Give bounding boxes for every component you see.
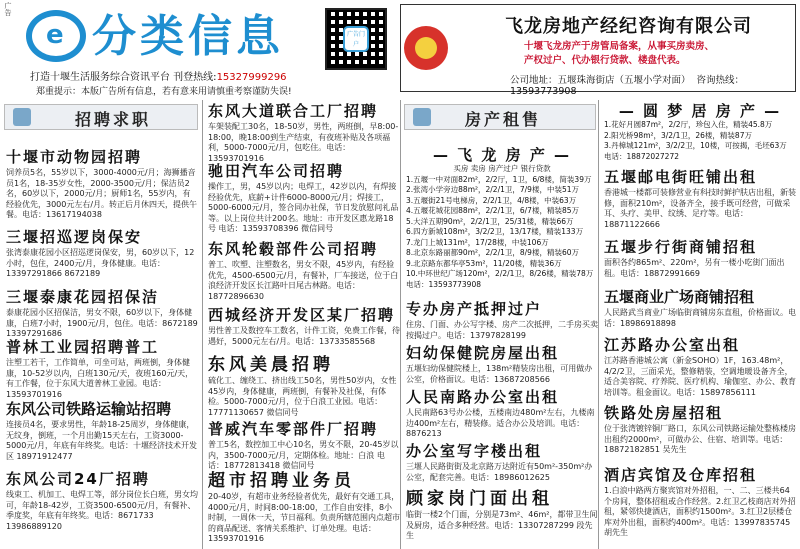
ad-item xyxy=(6,228,198,280)
ad-item xyxy=(604,336,796,398)
company-address: 公司地址：五堰珠海街店（五堰小学对面） xyxy=(510,75,691,86)
ad-title: 五堰步行街商铺招租 xyxy=(604,238,758,256)
ad-title: 驰田汽车公司招聘 xyxy=(208,162,345,180)
ad-item xyxy=(406,344,598,385)
listing: 1.五堰一中对面82m²，2/2厅，1卫，6/8楼，简装39万 xyxy=(406,174,592,184)
ad-item xyxy=(208,240,400,302)
header xyxy=(0,0,800,100)
people-icon xyxy=(13,108,31,126)
ad-body: 香港城一楼都可装修营业有科技时鲜护肤店出租，新装修，面积210m²，设备齐全，接手既可经营，可做采耳、头疗、美甲、纹绣、足疗等。电话：18871122666 xyxy=(604,188,796,229)
company-phone: 咨询热线：13593773908 xyxy=(510,75,745,97)
ad-title: 东风大道联合工厂招聘 xyxy=(208,102,379,120)
section-title: 房产租售 xyxy=(465,110,542,129)
ad-body: 人民南路63号办公楼，五楼南边480m²左右，九楼南边400m²左右，精装修。适合办公及培训。电话：8876213 xyxy=(406,408,595,438)
ad-body: 面积各约865m²、220m²，另有一楼小吃街门面出租。电话：18872991669 xyxy=(604,258,785,278)
ad-title: 办公室写字楼出租 xyxy=(406,442,543,460)
ad-body: 1.白浪中路两方聚宾馆对外招租，一、二、三楼共64个房间，整体招租或合作经营。2.红卫乙枝商店对外招租，紧邻快捷酒店，面积约1500m²。3.红卫2层楼仓库对外出租，面积约400m²。电话：13997835745 胡先生 xyxy=(604,486,796,537)
listing: 2.张湾小学旁边88m²，2/2/1卫，7/9楼，中装51万 xyxy=(406,185,579,194)
ad-title: 五堰邮电街旺铺出租 xyxy=(604,168,758,186)
company-contact xyxy=(510,72,800,97)
ad-title: 普威汽车零部件厂招聘 xyxy=(208,420,379,438)
ad-side-label: 广告 xyxy=(4,2,12,16)
ad-item xyxy=(406,388,598,440)
listing: 10.中环世纪广场120m²，2/2/1卫，8/26楼，精装78万 xyxy=(406,269,594,278)
ad-body: 临街一楼2个门面，分别是73m²、46m²，都带卫生间及厨房，适合多种经营。电话：13307287299 段先生 xyxy=(406,510,598,540)
company-name: 飞龙房地产经纪咨询有限公司 xyxy=(505,16,752,37)
ad-item xyxy=(6,470,198,532)
ad-title: 酒店宾馆及仓库招租 xyxy=(604,466,758,484)
ad-item xyxy=(208,420,400,472)
ad-title: 五堰商业广场商铺招租 xyxy=(604,288,755,306)
listing: 9.北京路东都华亭53m²，11/20楼，精装36万 xyxy=(406,258,562,268)
ad-title: 三堰泰康花园招保洁 xyxy=(6,288,160,306)
ad-item xyxy=(208,306,400,347)
ad-title: — 圆 梦 居 房 产 — xyxy=(618,102,782,120)
ad-item xyxy=(406,146,598,290)
ad-title: 东风轮毂部件公司招聘 xyxy=(208,240,379,258)
ad-title: 顾家岗门面出租 xyxy=(406,489,553,509)
ad-item xyxy=(604,288,796,329)
ad-item xyxy=(604,102,796,162)
listing: 6.四方新城108m²，3/2/2卫，13/17楼，精装133万 xyxy=(406,227,584,236)
ad-item xyxy=(604,238,796,279)
qr-badge: 广告门户 xyxy=(343,26,369,52)
ad-title: 专办房产抵押过户 xyxy=(406,300,543,318)
ad-item xyxy=(208,102,400,164)
ad-body: 人民路武当商业广场临街商铺房东直租，价格面议。电话：18986918898 xyxy=(604,308,796,328)
ad-item xyxy=(6,400,198,462)
ad-title: 东风美晨招聘 xyxy=(208,355,334,375)
ad-item xyxy=(6,338,198,400)
ad-body: 硫化工、缠绕工、挤出线工50名，男性50岁内，女性45岁内，身体健康，两班倒，有餐补及社保，有体检。5000-7000元/月，位于白浪工业园。电话：17771130657 微信同号 xyxy=(208,376,397,417)
ad-item xyxy=(6,288,198,340)
company-logo-inner xyxy=(415,37,437,59)
ad-title: 十堰市动物园招聘 xyxy=(6,148,143,166)
section-banner-recruit xyxy=(4,104,198,130)
ad-title: 西城经济开发区某厂招聘 xyxy=(208,306,396,324)
ad-body: 男性普工及数控车工数名，计件工资，免费工作餐，待遇好，5000元左右/月。电话：13733585568 xyxy=(208,326,400,346)
ad-body: 注塑工若干，工作简单，可坐可站，两班倒，身体健康，10-52岁以内，白班130元/天，夜班160元/天，有工作餐，位于东风大道普林工业园。电话：13593701916 xyxy=(6,358,194,399)
ad-title: 东风公司铁路运输站招聘 xyxy=(6,400,172,418)
ad-item xyxy=(406,300,598,341)
ad-body: 操作工，男，45岁以内；电焊工，42岁以内，有焊接经验优先，底薪+计件6000-8000元/月；焊接工，5000-6000元/月，签合同办社保，节日发放慰问礼品等。以上岗位共计200名。地址：市开发区惠龙路18号 电话：13593708396 微信同号 xyxy=(208,182,399,233)
section-banner-estate xyxy=(404,104,596,130)
ad-body: 张湾泰康花园小区招巡逻岗保安，男，60岁以下，12小时，包住，2400元/月，身体健康。电话：13397291866 8672189 xyxy=(6,248,195,278)
company-desc xyxy=(524,40,714,68)
company-desc-line1: 十堰飞龙房产于房管局备案，从事买房卖房、 xyxy=(524,41,715,52)
ad-title: 普林工业园招聘普工 xyxy=(6,338,160,356)
column-estate-1 xyxy=(400,100,598,549)
ad-body: 五堰妇幼保健院楼上，138m²精装房出租，可用做办公室，价格面议。电话：13687208566 xyxy=(406,364,593,384)
section-title: 招聘求职 xyxy=(75,110,152,129)
notice: 郑重提示：本版广告所有信息，若有意来用请慎重考察谨防失误! xyxy=(36,87,292,97)
listing-phone: 电话：18872027272 xyxy=(604,151,679,161)
column-recruit-2 xyxy=(202,100,400,549)
ad-body: 20-40岁，有超市业务经验者优先，最好有交通工具，4000元/月，时间8:00-18:00，工作自由安排，8小时制，一周休一天，节日福利。负责所辖范围内点超市的商品配送、客情关系维护、订单处理。电话：13593701916 xyxy=(208,492,400,543)
ad-item xyxy=(604,466,796,539)
listing: 3.丹樟城121m²，3/2/2卫，10楼，可按揭，毛坯63万 xyxy=(604,141,787,150)
ad-body: 普工5名，数控加工中心10名，男女不限，20-45岁以内，3500-7000元/月，定期体检。地址：白浪 电话：18772813418 微信同号 xyxy=(208,440,399,470)
ad-body: 饲养员5名，55岁以下，3000-4000元/月；海狮播音员1名，18-35岁女性，2000-3500元/月；保洁员2名，60岁以下，2000元/月；厨师1名，55岁内，有经验优先，3000元左右/月。转正后月休四天，提供午餐。电话：13617194038 xyxy=(6,168,198,219)
ad-body: 三堰人民路街街及北京路万达附近有50m²-350m²办公室，配套完善。电话：18986012625 xyxy=(406,462,593,482)
logo-e: e xyxy=(46,20,64,50)
listing: 2.阳光桥98m²，3/2/1卫，26楼，精装87万 xyxy=(604,130,752,140)
ad-body: 车架装配工30名，18-50岁，男性，两班倒，早8:00-18:00，晚18:00到生产结束，有夜班补贴及各项福利，5000-7000元/月，包吃住。电话：13593701916 xyxy=(208,122,399,163)
ad-body: 线束工、机加工、电焊工等，部分岗位长白班，男女均可，年龄18-42岁，工资3500-6500元/月，有餐补、季度奖，年底有年终奖。电话：8671733 13986889120 xyxy=(6,490,198,531)
hotline-phone: 15327999296 xyxy=(216,72,287,83)
ad-body: 住房、门面、办公写字楼、房产二次抵押，二手房买卖按揭过户。电话：13797828199 xyxy=(406,320,598,340)
ad-item xyxy=(406,490,598,542)
column-recruit-1 xyxy=(0,100,202,549)
ad-title: 铁路处房屋招租 xyxy=(604,404,724,422)
ad-item xyxy=(208,162,400,235)
ad-title: 江苏路办公室出租 xyxy=(604,336,741,354)
ad-item xyxy=(604,168,796,230)
listing: 8.北京东路丽都90m²，2/2/1卫，8/9楼，精装60万 xyxy=(406,248,579,257)
ad-title: 人民南路办公室出租 xyxy=(406,388,560,406)
ad-body: 位于张湾镀锌铜厂路口，东风公司铁路运输处整栋楼房出租约2000m²，可做办公、住宿、培训等。电话：18872182851 吴先生 xyxy=(604,424,796,454)
ad-title: 妇幼保健院房屋出租 xyxy=(406,344,560,362)
listing: 1.花好月圆87m²，2/2厅，珍包入住，精装45.8万 xyxy=(604,120,773,129)
listing: 7.龙门上城131m²，17/28楼，中装106万 xyxy=(406,237,549,247)
column-estate-2 xyxy=(598,100,800,549)
listing: 5.大洋五期90m²，2/2/1卫，25/31楼，精装66万 xyxy=(406,216,574,226)
ad-body: 泰康花园小区招保洁，男女不限，60岁以下，身体健康，白班7小时，1900元/月，包住。电话：8672189 13397291686 xyxy=(6,308,198,338)
ad-item xyxy=(604,404,796,456)
tagline xyxy=(30,68,287,83)
ad-body: 普工、吹塑、注塑数名，男女不限，45岁内，有经验优先，4500-6500元/月，有餐补，厂车接送，位于白浪经济开发区长江路叶日尾古林路。电话：18772896630 xyxy=(208,260,399,301)
ad-item xyxy=(6,148,198,221)
ad-body: 江苏路香港城公寓（新金SOHO）1F，163.48m²，4/2/2卫，三面采光，整修精装，空调地暖设备齐全，适合美容院、疗养院、医疗机构、瑜伽室、办公、教育培训等。租金面议。电话：15897856111 xyxy=(604,356,796,397)
ad-title: 东风公司24厂招聘 xyxy=(6,470,150,488)
ad-item xyxy=(208,472,400,545)
listing: 3.五堰街21号电梯房，2/2/1卫，4/8楼，中装63万 xyxy=(406,195,577,205)
page-title: 分类信息 xyxy=(92,11,284,62)
company-desc-line2: 产权过户、代办银行贷款、楼盘代表。 xyxy=(524,55,686,66)
ad-title: 三堰招巡逻岗保安 xyxy=(6,228,143,246)
ad-item xyxy=(406,442,598,483)
ad-title: — 飞 龙 房 产 — xyxy=(432,146,572,164)
ad-item xyxy=(208,356,400,418)
building-icon xyxy=(413,108,431,126)
listing-phone: 电话：13593773908 xyxy=(406,279,481,289)
ad-body: 连接员4名，要求男性，年龄18-25周岁，身体健康，无纹身，倒班，一个月出勤15天左右，工资3000-5000元/月，年底有年终奖。电话：十堰经济技术开发区 18971912477 xyxy=(6,420,198,461)
tagline-text: 打造十堰生活服务综合资讯平台 刊登热线: xyxy=(30,72,217,83)
ad-title: 超市招聘业务员 xyxy=(208,471,355,491)
listing: 4.五堰花城花园88m²，2/2/1卫，6/7楼，精装85万 xyxy=(406,206,579,215)
list-head: 买房 卖房 房产过户 银行贷款 xyxy=(453,164,551,173)
